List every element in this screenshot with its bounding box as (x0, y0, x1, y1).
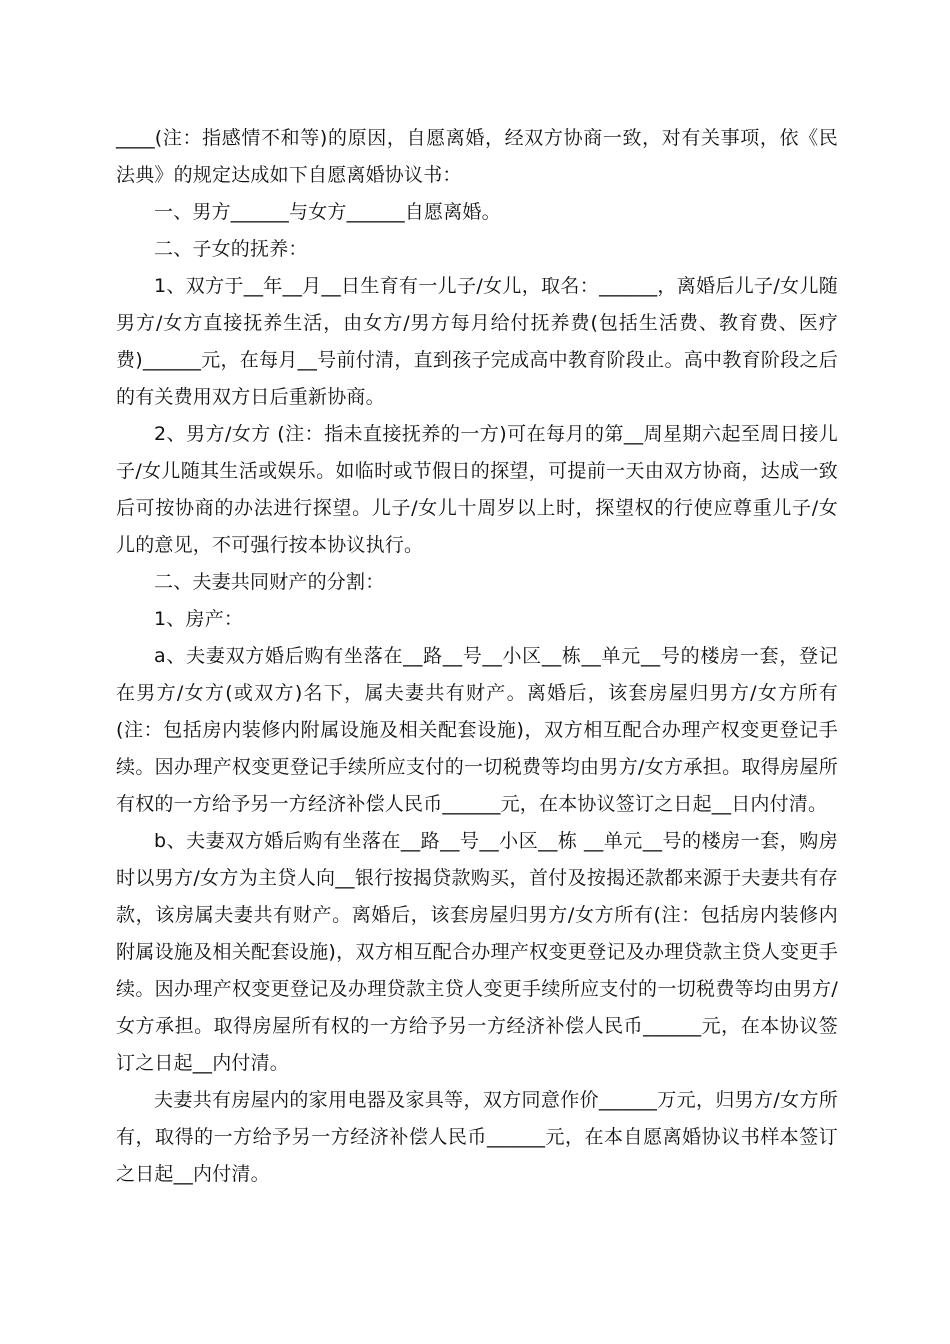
document-body (116, 120, 838, 1193)
paragraph-heading-real-estate: 1、房产： (154, 608, 244, 630)
paragraph-visitation: 2、男方/女方 (注：指未直接抚养的一方)可在每月的第__周星期六起至周日接儿子/女儿随其生活或娱乐。如临时或节假日的探望，可提前一天由双方协商，达成一致后可按协商的办法进行探望。儿子/女儿十周岁以上时，探望权的行使应尊重儿子/女儿的意见，不可强行按本协议执行。 (116, 423, 838, 556)
paragraph-property-a: a、夫妻双方婚后购有坐落在__路__号__小区__栋__单元__号的楼房一套，登记在男方/女方(或双方)名下，属夫妻共有财产。离婚后，该套房屋归男方/女方所有(注：包括房内装修内附属设施及相关配套设施)，双方相互配合办理产权变更登记手续。因办理产权变更登记手续所应支付的一切税费等均由男方/女方承担。取得房屋所有权的一方给予另一方经济补偿人民币______元，在本协议签订之日起__日内付清。 (116, 645, 838, 815)
paragraph-heading-property-division: 二、夫妻共同财产的分割： (154, 571, 385, 593)
paragraph-clause-1-divorce: 一、男方______与女方______自愿离婚。 (154, 201, 501, 223)
paragraph-heading-child-custody: 二、子女的抚养： (154, 238, 308, 260)
paragraph-appliances-furniture: 夫妻共有房屋内的家用电器及家具等，双方同意作价______万元，归男方/女方所有，取得的一方给予另一方经济补偿人民币______元，在本自愿离婚协议书样本签订之日起__内付清。 (116, 1089, 838, 1185)
paragraph-preamble: ____(注：指感情不和等)的原因，自愿离婚，经双方协商一致，对有关事项，依《民法典》的规定达成如下自愿离婚协议书： (116, 127, 838, 186)
paragraph-child-support: 1、双方于__年__月__日生育有一儿子/女儿，取名：______，离婚后儿子/女儿随男方/女方直接抚养生活，由女方/男方每月给付抚养费(包括生活费、教育费、医疗费)______元，在每月__号前付清，直到孩子完成高中教育阶段止。高中教育阶段之后的有关费用双方日后重新协商。 (116, 275, 838, 408)
paragraph-property-b: b、夫妻双方婚后购有坐落在__路__号__小区__栋 __单元__号的楼房一套，购房时以男方/女方为主贷人向__银行按揭贷款购买，首付及按揭还款都来源于夫妻共有存款，该房属夫妻共有财产。离婚后，该套房屋归男方/女方所有(注：包括房内装修内附属设施及相关配套设施)，双方相互配合办理产权变更登记及办理贷款主贷人变更手续。因办理产权变更登记及办理贷款主贷人变更手续所应支付的一切税费等均由男方/女方承担。取得房屋所有权的一方给予另一方经济补偿人民币______元，在本协议签订之日起__内付清。 (116, 830, 838, 1074)
